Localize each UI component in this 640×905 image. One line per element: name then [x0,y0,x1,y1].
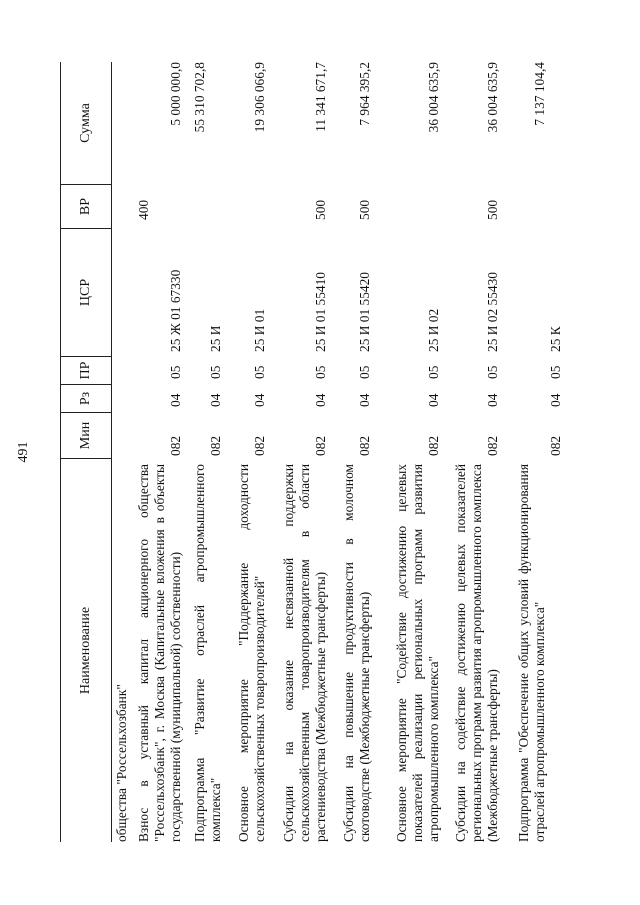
row-csr: 25 И [208,325,223,352]
row-sum: 5 000 000,0 [168,62,183,126]
row-name: Подпрограмма "Развитие отраслей агропромышленного комплекса" [192,464,223,842]
header-pr: ПР [61,356,111,384]
row-min: 082 [485,435,500,456]
row-name: Основное мероприятие "Содействие достижению целевых показателей реализации региональных программ развития агропромышленного комплекса" [394,464,441,842]
row-sum: 7 964 395,2 [357,62,372,126]
header-min: Мин [61,412,111,458]
row-rz: 04 [168,393,183,407]
row-name: Субсидии на повышение продуктивности в молочном скотоводстве (Межбюджетные трансферты) [341,464,372,842]
budget-table [60,62,600,842]
row-rz: 04 [313,393,328,407]
header-vr: ВР [61,184,111,228]
row-pr: 05 [252,365,267,379]
row-sum: 7 137 104,4 [532,62,547,126]
row-vr: 500 [485,199,500,220]
row-vr: 500 [313,199,328,220]
row-rz: 04 [426,393,441,407]
row-pr: 05 [357,365,372,379]
row-rz: 04 [208,393,223,407]
row-min: 082 [426,435,441,456]
header-name: Наименование [61,458,111,842]
row-csr: 25 И 01 [252,308,267,352]
row-csr: 25 И 02 55430 [485,272,500,352]
row-pr: 05 [485,365,500,379]
table-header [60,62,112,842]
row-sum: 11 341 671,7 [313,62,328,132]
row-min: 082 [548,435,563,456]
row-sum: 36 004 635,9 [485,62,500,133]
row-rz: 04 [252,393,267,407]
row-sum: 36 004 635,9 [426,62,441,133]
header-csr: ЦСР [61,228,111,356]
row-min: 082 [168,435,183,456]
row-pr: 05 [426,365,441,379]
continuation-text: общества "Россельхозбанк" [114,684,129,842]
row-vr: 500 [357,199,372,220]
row-min: 082 [252,435,267,456]
row-name: Взнос в уставный капитал акционерного общества "Россельхозбанк", г. Москва (Капитальные вложения в объекты государственной (муниципальной) собственности) [136,464,183,842]
row-rz: 04 [548,393,563,407]
row-csr: 25 Ж 01 67330 [168,269,183,352]
header-sum: Сумма [78,103,93,143]
row-csr: 25 И 01 55410 [313,272,328,352]
row-min: 082 [357,435,372,456]
row-vr: 400 [136,199,151,220]
row-pr: 05 [548,365,563,379]
row-rz: 04 [357,393,372,407]
row-pr: 05 [208,365,223,379]
row-csr: 25 К [548,326,563,352]
row-pr: 05 [313,365,328,379]
page-number: 491 [16,441,31,463]
row-name: Субсидии на содействие достижению целевых показателей региональных программ развития агропромышленного комплекса (Межбюджетные трансферты) [453,464,500,842]
row-csr: 25 И 02 [426,308,441,352]
row-sum: 19 306 066,9 [252,62,267,133]
row-name: Основное мероприятие "Поддержание доходности сельскохозяйственных товаропроизводителей" [236,464,267,842]
row-rz: 04 [485,393,500,407]
row-name: Субсидии на оказание несвязанной поддержки сельскохозяйственным товаропроизводителям в области растениеводства (Межбюджетные трансферты) [281,464,328,842]
row-sum: 55 310 702,8 [192,62,207,133]
row-csr: 25 И 01 55420 [357,272,372,352]
header-rz: Рз [61,384,111,412]
row-pr: 05 [168,365,183,379]
row-min: 082 [208,435,223,456]
row-min: 082 [313,435,328,456]
row-name: Подпрограмма "Обеспечение общих условий функционирования отраслей агропромышленного комплекса" [516,464,547,842]
